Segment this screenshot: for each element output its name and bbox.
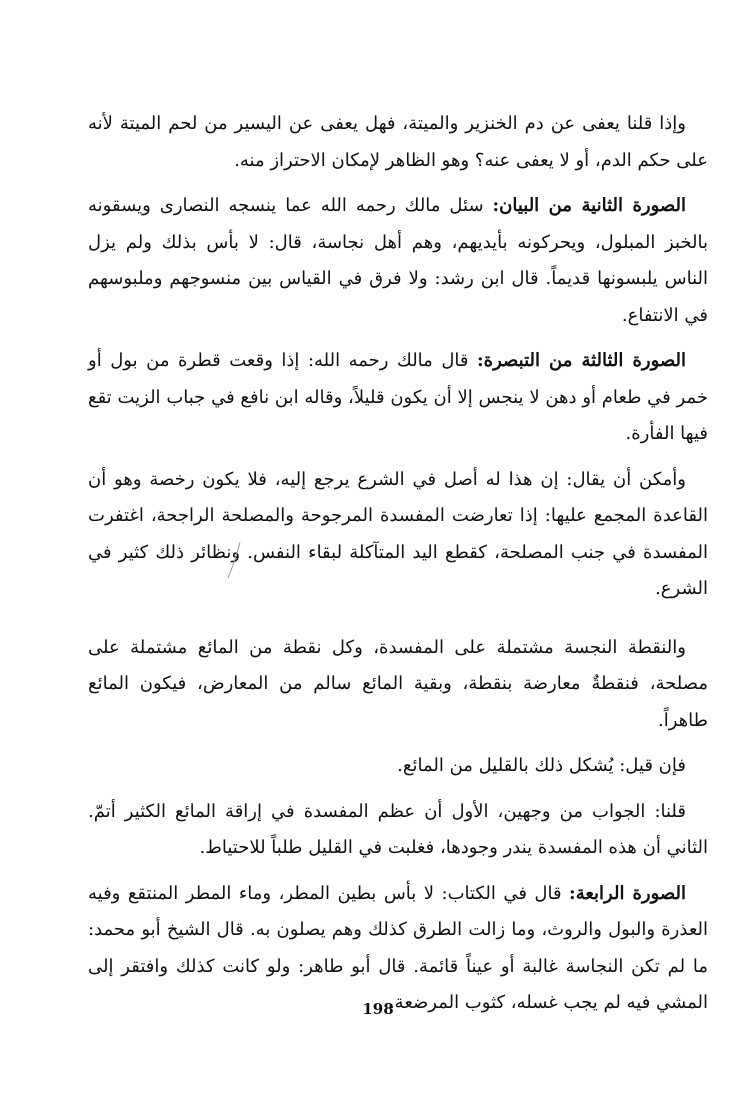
paragraph-text: وإذا قلنا يعفى عن دم الخنزير والميتة، فهل يعفى عن اليسير من لحم الميتة لأنه على حكم الدم، أو لا يعفى عنه؟ وهو الظاهر لإمكان الاحتراز منه.: [88, 113, 708, 171]
paragraph-text: قال في الكتاب: لا بأس بطين المطر، وماء المطر المنتقع وفيه العذرة والبول والروث، وما زالت الطرق كذلك وهم يصلون به. قال الشيخ أبو محمد: ما لم تكن النجاسة غالبة أو عيناً قائمة. قال أبو طاهر: ولو كانت كذلك وافتقر إلى المشي فيه لم يجب غسله، كثوب المرضعة.: [88, 882, 708, 1013]
paragraph-lead: الصورة الرابعة:: [569, 882, 686, 904]
paragraph-3: [88, 343, 708, 453]
paragraph-4: [88, 462, 708, 608]
paragraph-text: وأمكن أن يقال: إن هذا له أصل في الشرع يرجع إليه، فلا يكون رخصة وهو أن القاعدة المجمع عليها: إذا تعارضت المفسدة المرجوحة والمصلحة الراجحة، اغتفرت المفسدة في جنب المصلحة، كقطع اليد المتآكلة لبقاء النفس. ونظائر ذلك كثير في الشرع.: [88, 468, 708, 599]
paragraph-1: [88, 106, 708, 179]
paragraph-text: قلنا: الجواب من وجهين، الأول أن عظم المفسدة في إراقة المائع الكثير أتمّ. الثاني أن هذه المفسدة يندر وجودها، فغلبت في القليل طلباً للاحتياط.: [88, 800, 708, 858]
paragraph-2: [88, 188, 708, 334]
paragraph-text: سئل مالك رحمه الله عما ينسجه النصارى ويسقونه بالخبز المبلول، ويحركونه بأيديهم، وهم أهل نجاسة، قال: لا بأس بذلك ولم يزل الناس يلبسونها قديماً. قال ابن رشد: ولا فرق في القياس بين منسوجهم وملبوسهم في الانتفاع.: [88, 195, 708, 326]
paragraph-6: [88, 748, 708, 785]
paragraph-5: [88, 630, 708, 740]
paragraph-7: [88, 794, 708, 867]
page-number: 198: [362, 1000, 394, 1018]
body-text: [88, 106, 708, 1031]
paragraph-lead: الصورة الثالثة من التبصرة:: [477, 350, 687, 371]
paragraph-text: والنقطة النجسة مشتملة على المفسدة، وكل نقطة من المائع مشتملة على مصلحة، فنقطةٌ معارضة بنقطة، وبقية المائع سالم من المعارض، فيكون المائع طاهراً.: [88, 636, 708, 731]
paragraph-text: فإن قيل: يُشكل ذلك بالقليل من المائع.: [397, 755, 686, 776]
paragraph-text: قال مالك رحمه الله: إذا وقعت قطرة من بول أو خمر في طعام أو دهن لا ينجس إلا أن يكون قليلاً، وقاله ابن نافع في جباب الزيت تقع فيها الفأرة.: [88, 350, 708, 444]
paragraph-lead: الصورة الثانية من البيان:: [492, 195, 687, 216]
pencil-mark-icon: [226, 540, 242, 580]
